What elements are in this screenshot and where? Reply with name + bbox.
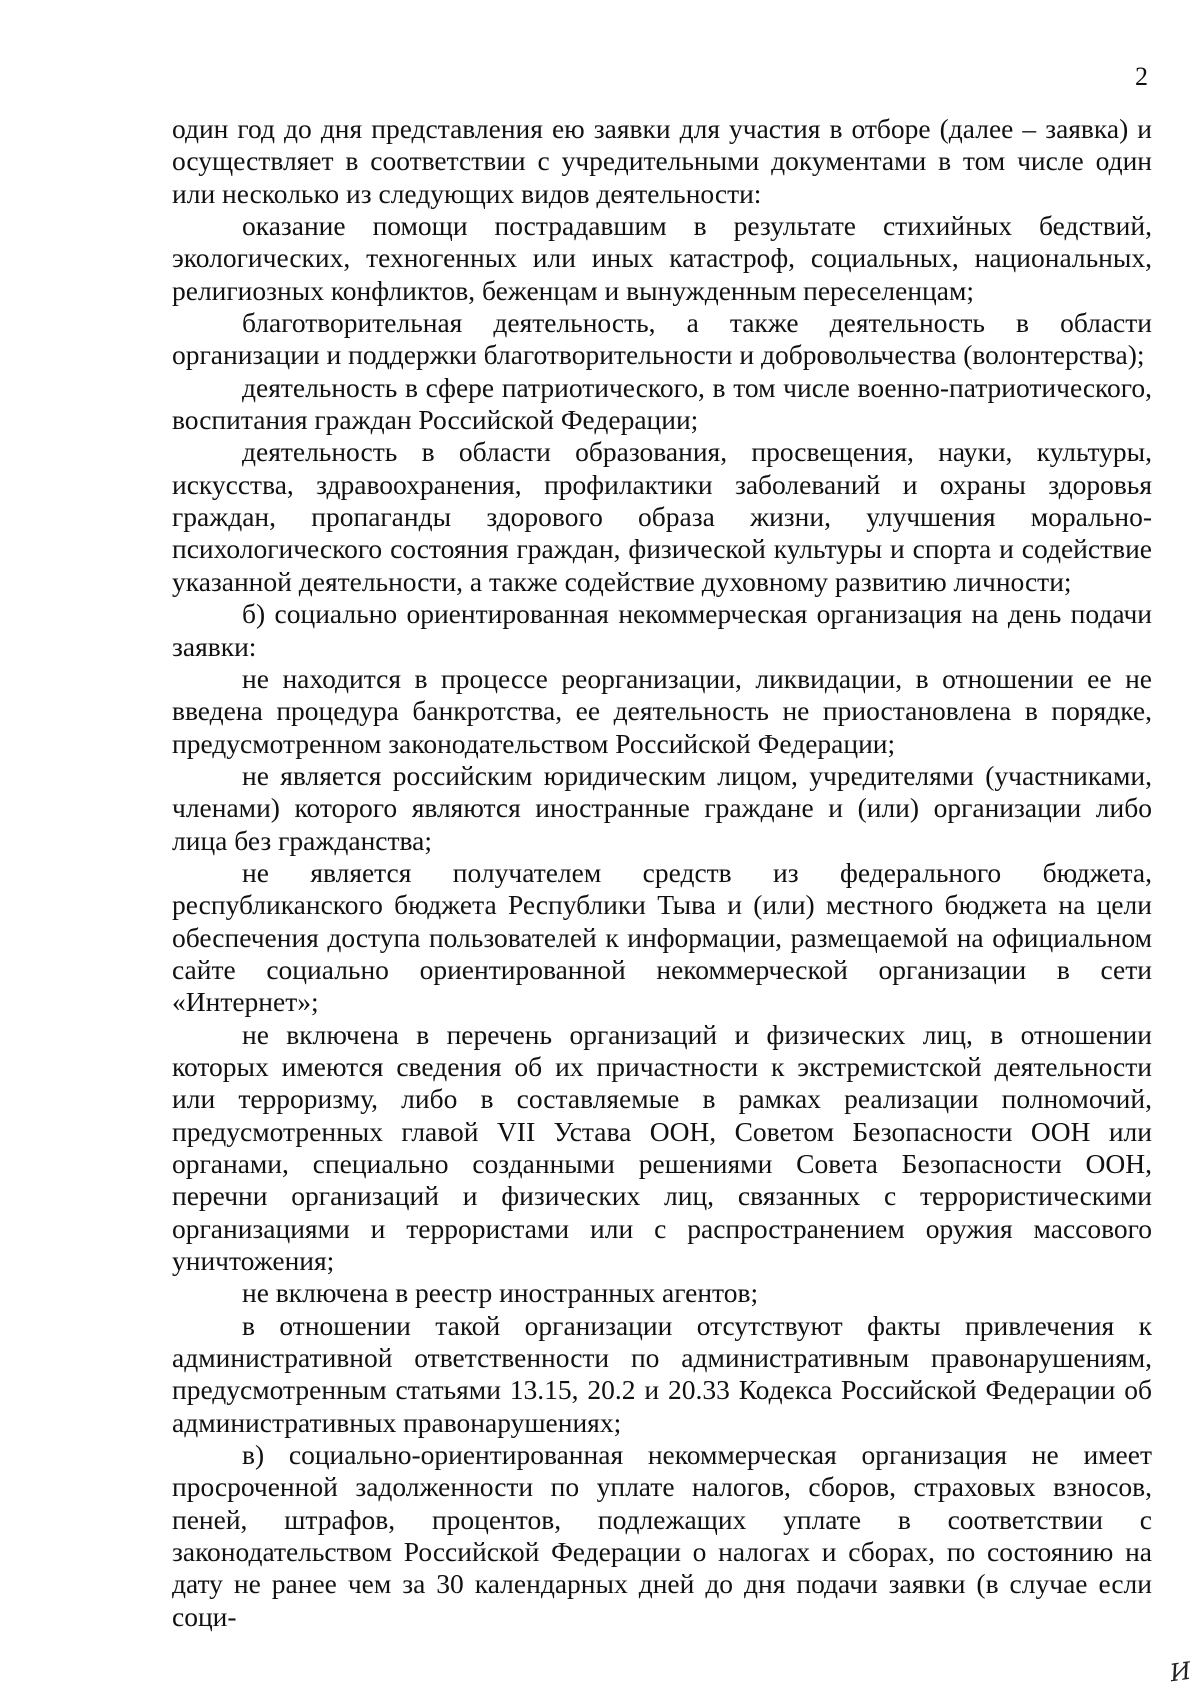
handwritten-initial-mark: И: [1168, 1656, 1193, 1688]
paragraph-activity-patriotic: деятельность в сфере патриотического, в том числе военно-патриотического, воспитания граждан Российской Федерации;: [172, 371, 1152, 436]
paragraph-no-budget-funds: не является получателем средств из федерального бюджета, республиканского бюджета Республики Тыва и (или) местного бюджета на цели обеспечения доступа пользователей к информации, размещаемой на официальном сайте социально ориентированной некоммерческой организации в сети «Интернет»;: [172, 856, 1152, 1018]
paragraph-item-b: б) социально ориентированная некоммерческая организация на день подачи заявки:: [172, 598, 1152, 662]
paragraph-not-foreign-agent: не включена в реестр иностранных агентов;: [242, 1277, 759, 1309]
paragraph-no-reorganization: не находится в процессе реорганизации, ликвидации, в отношении ее не введена процедура банкротства, ее деятельность не приостановлена в порядке, предусмотренном законодательством Российской Федерации;: [172, 662, 1152, 759]
paragraph-item-v: в) социально-ориентированная некоммерческая организация не имеет просроченной задолженности по уплате налогов, сборов, страховых взносов, пеней, штрафов, процентов, подлежащих уплате в соответствии с законодательством Российской Федерации о налогах и сборах, по состоянию на дату не ранее чем за 30 календарных дней до дня подачи заявки (в случае если соци-: [172, 1439, 1152, 1632]
paragraph-not-in-extremist-list: не включена в перечень организаций и физических лиц, в отношении которых имеются сведения об их причастности к экстремистской деятельности или терроризму, либо в составляемые в рамках реализации полномочий, предусмотренных главой VII Устава ООН, Советом Безопасности ООН или органами, специально созданными решениями Совета Безопасности ООН, перечни организаций и физических лиц, связанных с террористическими организациями и террористами или с распространением оружия массового уничтожения;: [172, 1018, 1152, 1277]
document-body: [172, 113, 1152, 1633]
paragraph-no-admin-liability: в отношении такой организации отсутствуют факты привлечения к административной ответственности по административным правонарушениям, предусмотренным статьями 13.15, 20.2 и 20.33 Кодекса Российской Федерации об административных правонарушениях;: [172, 1309, 1152, 1438]
page-number: 2: [1135, 62, 1148, 91]
paragraph-activity-aid: оказание помощи пострадавшим в результате стихийных бедствий, экологических, техногенных или иных катастроф, социальных, национальных, религиозных конфликтов, беженцам и вынужденным переселенцам;: [172, 210, 1152, 306]
paragraph-intro: один год до дня представления ею заявки для участия в отборе (далее – заявка) и осуществляет в соответствии с учредительными документами в том числе один или несколько из следующих видов деятельности:: [172, 113, 1152, 209]
paragraph-activity-charity: благотворительная деятельность, а также деятельность в области организации и поддержки благотворительности и добровольчества (волонтерства);: [172, 307, 1152, 371]
paragraph-no-foreign-founders: не является российским юридическим лицом, учредителями (участниками, членами) которого являются иностранные граждане и (или) организации либо лица без гражданства;: [172, 759, 1152, 856]
paragraph-activity-education: деятельность в области образования, просвещения, науки, культуры, искусства, здравоохранения, профилактики заболеваний и охраны здоровья граждан, пропаганды здорового образа жизни, улучшения морально-психологического состояния граждан, физической культуры и спорта и содействие указанной деятельности, а также содействие духовному развитию личности;: [172, 436, 1152, 597]
